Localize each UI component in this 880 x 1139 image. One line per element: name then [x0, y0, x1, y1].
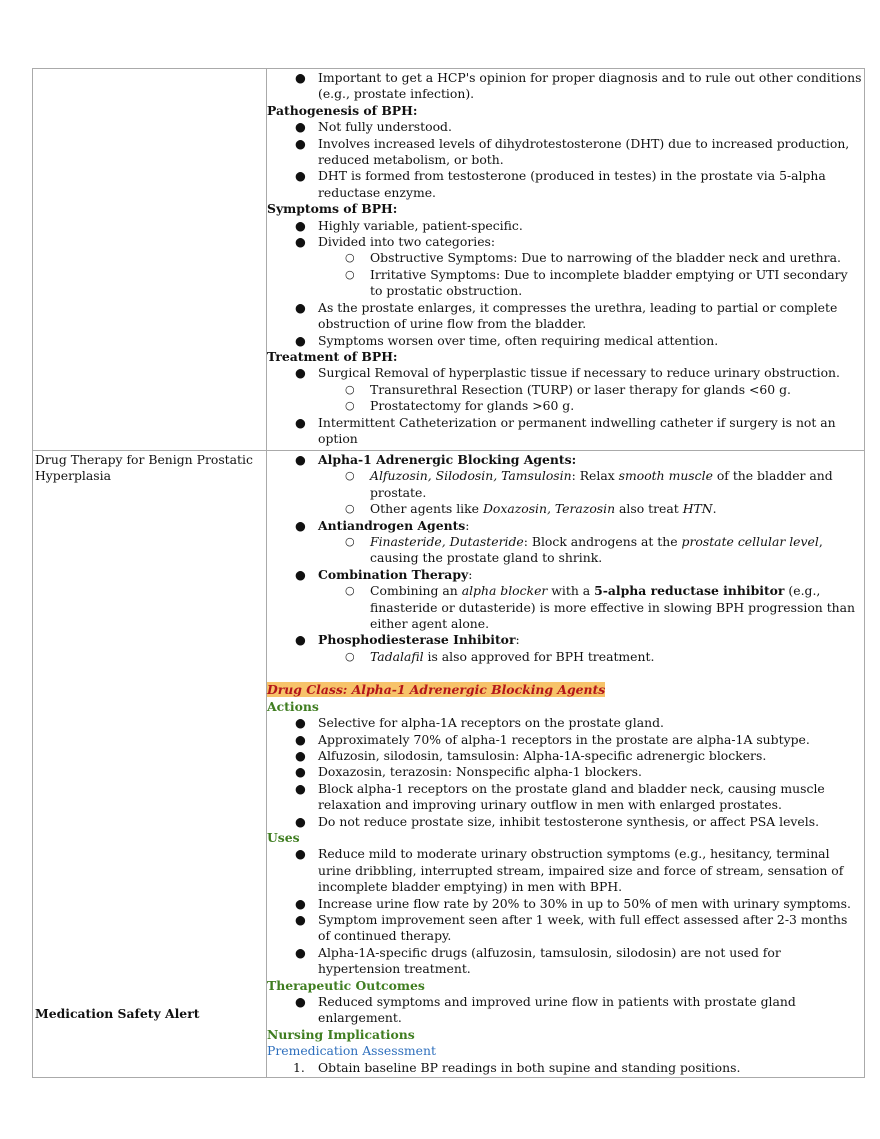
list-item: ● Symptoms worsen over time, often requiring medical attention. — [295, 332, 719, 348]
sub-list-item: ○ Other agents like Doxazosin, Terazosin also treat HTN. — [345, 501, 717, 517]
pathogenesis-heading: Pathogenesis of BPH: — [267, 102, 418, 118]
list-item: ● Approximately 70% of alpha-1 receptors in the prostate are alpha-1A subtype. — [295, 731, 810, 747]
sub-list-item: ○ Combining an alpha blocker with a 5-alpha reductase inhibitor (e.g., finasteride or dutasteride) is more effective in slowing BPH progression than either agent alone. — [345, 583, 856, 632]
drug-therapy-label: Drug Therapy for Benign Prostatic Hyperplasia — [35, 452, 253, 484]
list-item: ● Alfuzosin, silodosin, tamsulosin: Alpha-1A-specific adrenergic blockers. — [295, 747, 767, 763]
nursing-implications-heading: Nursing Implications — [267, 1026, 415, 1042]
symptoms-heading: Symptoms of BPH: — [267, 201, 398, 217]
list-item: ● Do not reduce prostate size, inhibit testosterone synthesis, or affect PSA levels. — [295, 813, 820, 829]
list-item: ● Alpha-1 Adrenergic Blocking Agents: — [295, 452, 577, 467]
list-item: ● Involves increased levels of dihydrotestosterone (DHT) due to increased production, reduced metabolism, or both. — [295, 135, 850, 168]
list-item: ● Reduce mild to moderate urinary obstruction symptoms (e.g., hesitancy, terminal urine dribbling, interrupted stream, impaired size and force of stream, sensation of incomplete bladder emptying) in men with BPH. — [295, 846, 844, 895]
list-item: ● Important to get a HCP's opinion for proper diagnosis and to rule out other conditions (e.g., prostate infection). — [295, 70, 862, 102]
list-item: ● Doxazosin, terazosin: Nonspecific alpha-1 blockers. — [295, 764, 642, 780]
sub-list-item: ○ Irritative Symptoms: Due to incomplete bladder emptying or UTI secondary to prostatic obstruction. — [345, 266, 848, 299]
list-item: ● Increase urine flow rate by 20% to 30% in up to 50% of men with urinary symptoms. — [295, 895, 851, 911]
list-item: ● Selective for alpha-1A receptors on the prostate gland. — [295, 715, 664, 731]
list-item: ● Antiandrogen Agents: — [295, 517, 470, 533]
list-item: ● Combination Therapy: — [295, 566, 473, 582]
drug-therapy-cell — [267, 452, 863, 1076]
row-divider — [33, 450, 864, 451]
list-item: ● DHT is formed from testosterone (produced in testes) in the prostate via 5-alpha reductase enzyme. — [295, 168, 826, 200]
bph-overview-cell — [267, 70, 863, 447]
actions-heading: Actions — [267, 698, 319, 714]
list-item: ● Alpha-1A-specific drugs (alfuzosin, tamsulosin, silodosin) are not used for hypertension treatment. — [295, 944, 781, 977]
list-item: ● Highly variable, patient-specific. — [295, 217, 523, 233]
list-item: ● As the prostate enlarges, it compresses the urethra, leading to partial or complete obstruction of urine flow from the bladder. — [295, 299, 838, 332]
numbered-item: 1. Obtain baseline BP readings in both supine and standing positions. — [293, 1059, 741, 1075]
sub-list-item: ○ Alfuzosin, Silodosin, Tamsulosin: Relax smooth muscle of the bladder and prostate. — [345, 468, 833, 500]
list-item: ● Surgical Removal of hyperplastic tissue if necessary to reduce urinary obstruction. — [295, 365, 840, 381]
list-item: ● Intermittent Catheterization or permanent indwelling catheter if surgery is not an option — [295, 414, 836, 446]
uses-heading: Uses — [267, 829, 300, 845]
list-item: ● Phosphodiesterase Inhibitor: — [295, 632, 520, 648]
therapeutic-outcomes-heading: Therapeutic Outcomes — [267, 977, 425, 993]
sub-list-item: ○ Obstructive Symptoms: Due to narrowing of the bladder neck and urethra. — [345, 250, 841, 266]
sub-list-item: ○ Finasteride, Dutasteride: Block androgens at the prostate cellular level, causing the prostate gland to shrink. — [345, 534, 823, 566]
treatment-heading: Treatment of BPH: — [267, 348, 398, 364]
list-item: ● Divided into two categories: — [295, 234, 496, 250]
list-item: ● Reduced symptoms and improved urine flow in patients with prostate gland enlargement. — [295, 994, 796, 1026]
sub-list-item: ○ Tadalafil is also approved for BPH treatment. — [345, 648, 655, 664]
sub-list-item: ○ Transurethral Resection (TURP) or laser therapy for glands <60 g. — [345, 381, 791, 397]
medication-safety-alert-label: Medication Safety Alert — [35, 1006, 200, 1021]
drug-class-heading: Drug Class: Alpha-1 Adrenergic Blocking Agents — [267, 682, 606, 698]
list-item: ● Not fully understood. — [295, 119, 452, 135]
premedication-assessment-heading: Premedication Assessment — [267, 1043, 436, 1059]
content-table — [32, 68, 865, 1078]
list-item: ● Block alpha-1 receptors on the prostate gland and bladder neck, causing muscle relaxation and improving urinary outflow in men with enlarged prostates. — [295, 780, 825, 813]
sub-list-item: ○ Prostatectomy for glands >60 g. — [345, 398, 575, 414]
list-item: ● Symptom improvement seen after 1 week, with full effect assessed after 2-3 months of continued therapy. — [295, 911, 848, 944]
